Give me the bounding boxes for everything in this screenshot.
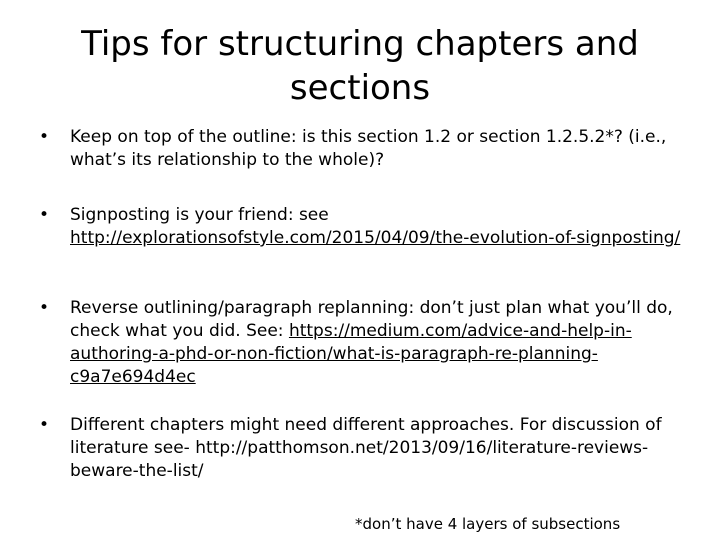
signposting-link[interactable]: http://explorationsofstyle.com/2015/04/09/the-evolution-of-signposting/ [70,228,681,248]
bullet-outline [35,126,685,172]
bullet-text: Signposting is your friend: see [70,205,329,225]
slide-title: Tips for structuring chapters and sections [81,24,639,108]
bullet-text: Reverse outlining/paragraph replanning: don’t just plan what you’ll do, check what you did. See: [70,298,673,341]
bullet-signposting [35,204,685,250]
footnote: *don’t have 4 layers of subsections [355,515,621,533]
bullet-marker: • [38,298,50,318]
paragraph-replanning-link[interactable]: https://medium.com/advice-and-help-in-authoring-a-phd-or-non-fiction/what-is-paragraph-re-planning-c9a7e694d4ec [70,321,632,387]
bullet-marker: • [38,127,50,147]
bullet-marker: • [38,415,50,435]
bullet-body [70,297,685,389]
bullet-text: Different chapters might need different approaches. For discussion of literature see- http://patthomson.net/2013/09/16/literature-reviews-beware-the-list/ [70,415,662,481]
bullet-marker: • [38,205,50,225]
bullet-text: Keep on top of the outline: is this section 1.2 or section 1.2.5.2*? (i.e., what’s its relationship to the whole)? [70,127,667,170]
bullet-different-chapters [35,414,685,483]
bullet-body [70,204,685,250]
bullet-reverse-outlining [35,297,685,389]
